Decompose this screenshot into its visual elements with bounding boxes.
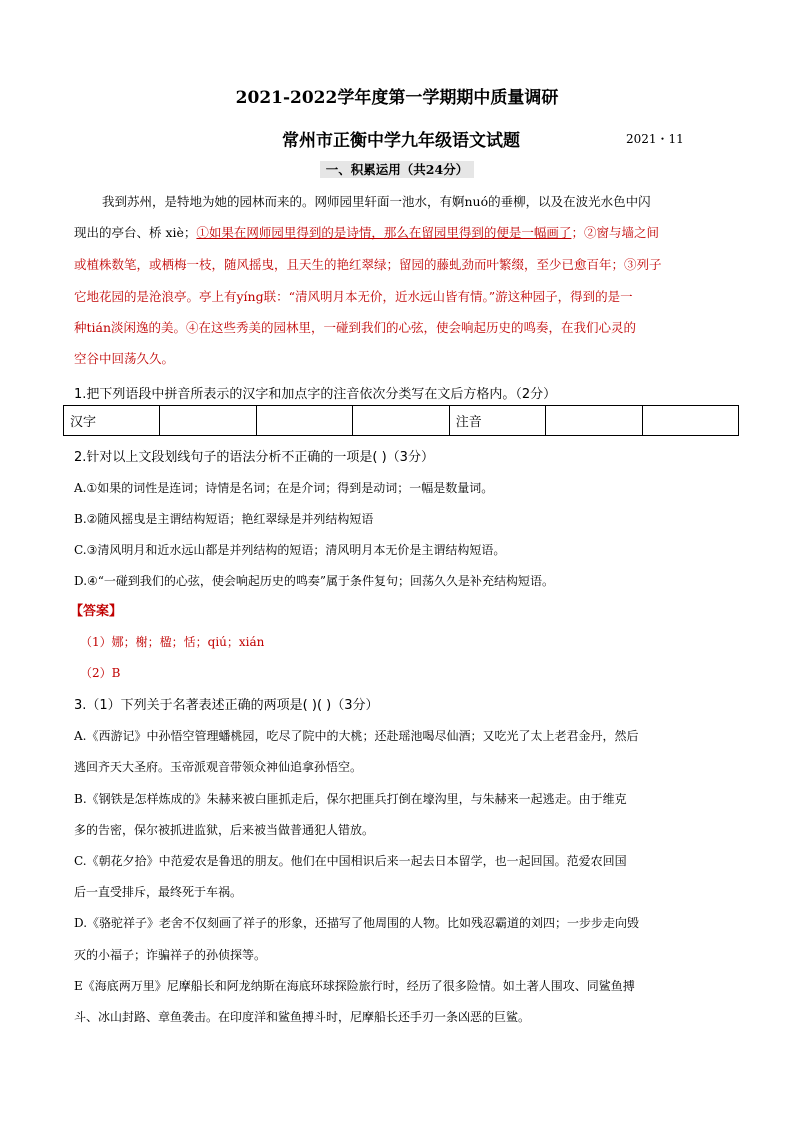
q3-line: B.《钢铁是怎样炼成的》朱赫来被白匪抓走后，保尔把匪兵打倒在壕沟里，与朱赫来一起逃走。由于维克 bbox=[74, 792, 627, 806]
grid-cell[interactable] bbox=[642, 406, 738, 436]
question-1: 1.把下列语段中拼音所表示的汉字和加点字的注音依次分类写在文后方格内。（2分） bbox=[74, 387, 557, 402]
exam-subtitle: 常州市正衡中学九年级语文试题 bbox=[282, 131, 520, 151]
answer-1: （1）娜；榭；楹；恬；qiú；xián bbox=[80, 635, 265, 649]
passage-line-3: 或植株数笔，或栖梅一枝，随风摇曳，且天生的艳红翠绿；留园的藤虬劲而叶繁缀，至少已愈百年；③列子 bbox=[74, 257, 662, 272]
q3-line: A.《西游记》中孙悟空管理蟠桃园，吃尽了院中的大桃；还赴瑶池喝尽仙酒；又吃光了太上老君金丹，然后 bbox=[74, 729, 639, 743]
question-3: 3.（1）下列关于名著表述正确的两项是( )( )（3分） bbox=[74, 698, 379, 713]
passage-line-2-start: 现出的亭台、桥 xiè； bbox=[74, 225, 197, 240]
grid-cell[interactable] bbox=[353, 406, 449, 436]
q3-line: 多的告密，保尔被抓进监狱，后来被当做普通犯人错放。 bbox=[74, 823, 375, 837]
question-2: 2.针对以上文段划线句子的语法分析不正确的一项是( )（3分） bbox=[74, 450, 434, 465]
q3-line: 后一直受排斥，最终死于车祸。 bbox=[74, 885, 243, 899]
section-title: 一、积累运用（共24分） bbox=[320, 161, 474, 178]
passage-line-4: 它地花园的是沧浪亭。亭上有yíng联：“清风明月本无价，近水远山皆有情。”游这种园子，得到的是一 bbox=[74, 289, 633, 304]
q2-option-a: A.①如果的词性是连词；诗情是名词；在是介词；得到是动词；一幅是数量词。 bbox=[74, 481, 494, 495]
q3-line: 逃回齐天大圣府。玉帝派观音带领众神仙追拿孙悟空。 bbox=[74, 760, 363, 774]
passage-line-6: 空谷中回荡久久。 bbox=[74, 351, 175, 366]
grid-cell[interactable] bbox=[160, 406, 256, 436]
q2-option-d: D.④“一碰到我们的心弦，使会响起历史的鸣奏”属于条件复句；回荡久久是补充结构短语。 bbox=[74, 574, 555, 588]
grid-cell[interactable] bbox=[546, 406, 642, 436]
grid-label-zhuyin: 注音 bbox=[449, 406, 545, 436]
section-heading bbox=[0, 160, 794, 178]
exam-date: 2021・11 bbox=[626, 132, 684, 146]
q2-option-c: C.③清风明月和近水远山都是并列结构的短语；清风明月本无价是主谓结构短语。 bbox=[74, 543, 506, 557]
passage-line-5: 种tián淡闲逸的美。④在这些秀美的园林里，一碰到我们的心弦，使会响起历史的鸣奏，在我们心灵的 bbox=[74, 320, 637, 335]
answer-heading: 【答案】 bbox=[70, 604, 123, 619]
q2-option-b: B.②随风摇曳是主谓结构短语；艳红翠绿是并列结构短语 bbox=[74, 512, 374, 526]
passage-line-2 bbox=[74, 226, 659, 240]
passage-line-1: 我到苏州，是特地为她的园林而来的。网师园里轩面一池水，有婀nuó的垂柳，以及在波光水色中闪 bbox=[102, 194, 651, 209]
grid-cell[interactable] bbox=[256, 406, 352, 436]
answer-grid bbox=[63, 405, 739, 436]
exam-title: 2021-2022学年度第一学期期中质量调研 bbox=[235, 88, 559, 108]
q3-line: C.《朝花夕拾》中范爱农是鲁迅的朋友。他们在中国相识后来一起去日本留学，也一起回国。范爱农回国 bbox=[74, 854, 627, 868]
answer-2: （2）B bbox=[80, 666, 121, 680]
q3-line: D.《骆驼祥子》老舍不仅刻画了祥子的形象，还描写了他周围的人物。比如残忍霸道的刘四；一步步走向毁 bbox=[74, 916, 640, 930]
q3-line: E《海底两万里》尼摩船长和阿龙纳斯在海底环球探险旅行时，经历了很多险情。如土著人围攻、同鲨鱼搏 bbox=[74, 979, 635, 993]
grid-label-hanzi: 汉字 bbox=[64, 406, 160, 436]
passage-line-2-end: ；②窗与墙之间 bbox=[571, 225, 659, 240]
q3-line: 斗、冰山封路、章鱼袭击。在印度洋和鲨鱼搏斗时，尼摩船长还手刃一条凶恶的巨鲨。 bbox=[74, 1010, 531, 1024]
q3-line: 灭的小福子；诈骗祥子的孙侦探等。 bbox=[74, 948, 267, 962]
underlined-sentence-1: ①如果在网师园里得到的是诗情，那么在留园里得到的便是一幅画了 bbox=[196, 225, 572, 240]
